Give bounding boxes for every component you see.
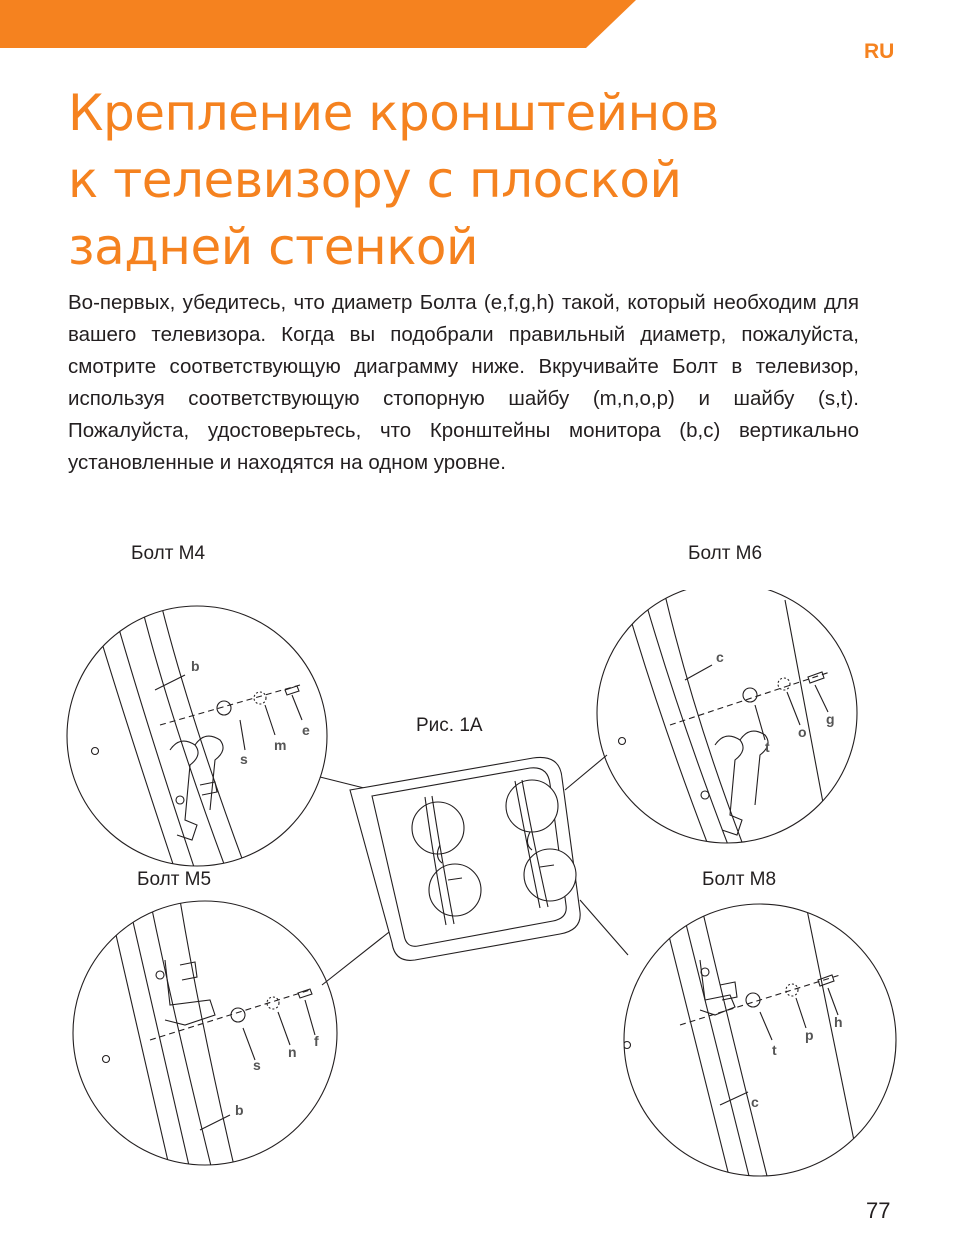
part-label-tl-bracket: b (191, 658, 200, 674)
part-label-tl-bolt: e (302, 722, 310, 738)
part-label-tr-bracket: c (716, 649, 724, 665)
part-label-bl-bolt: f (314, 1033, 319, 1049)
detail-bolt-m4 (67, 600, 327, 880)
part-label-tl-lock: m (274, 737, 287, 753)
part-label-bl-washer: s (253, 1057, 261, 1073)
title-line-1: Крепление кронштейнов (68, 84, 719, 142)
page-number: 77 (866, 1198, 891, 1223)
instruction-paragraph: Во-первых, убедитесь, что диаметр Болта (e,f,g,h) такой, который необходим для вашего телевизора. Когда вы подобрали правильный диаметр, пожалуйста, смотрите соответствующую диаграмму ниже. Вкручивайте Болт в телевизор, используя соответствующую стопорную шайбу (m,n,o,p) и шайбу (s,t). Пожалуйста, удостоверьтесь, что Кронштейны монитора (b,c) вертикально установленные и находятся на одном уровне. (68, 291, 859, 474)
figure-caption: Рис. 1A (416, 715, 483, 736)
part-label-br-lock: p (805, 1027, 814, 1043)
bracket-assembly-diagram (0, 590, 954, 1190)
page-title (68, 80, 868, 281)
title-line-2: к телевизору с плоской (68, 151, 682, 209)
detail-bolt-m8 (624, 900, 897, 1180)
tv-back-panel (350, 757, 580, 960)
label-bolt-m6: Болт M6 (688, 543, 763, 564)
part-label-tr-washer: t (765, 739, 770, 755)
detail-bolt-m6 (597, 590, 857, 850)
part-label-tr-lock: o (798, 724, 807, 740)
part-label-tr-bolt: g (826, 711, 835, 727)
connector-line-bl (322, 925, 398, 985)
label-bolt-m5: Болт M5 (137, 869, 212, 890)
part-label-br-washer: t (772, 1042, 777, 1058)
label-bolt-m8: Болт M8 (702, 869, 777, 890)
part-label-bl-lock: n (288, 1044, 297, 1060)
label-bolt-m4: Болт M4 (131, 543, 206, 564)
header-accent-band (0, 0, 954, 48)
language-badge: RU (864, 40, 895, 63)
title-line-3: задней стенкой (68, 218, 478, 276)
part-label-bl-bracket: b (235, 1102, 244, 1118)
connector-line-tr (565, 755, 607, 790)
detail-bolt-m5 (73, 900, 337, 1170)
part-label-tl-washer: s (240, 751, 248, 767)
part-label-br-bracket: c (751, 1094, 759, 1110)
part-label-br-bolt: h (834, 1014, 843, 1030)
connector-line-br (580, 900, 628, 955)
